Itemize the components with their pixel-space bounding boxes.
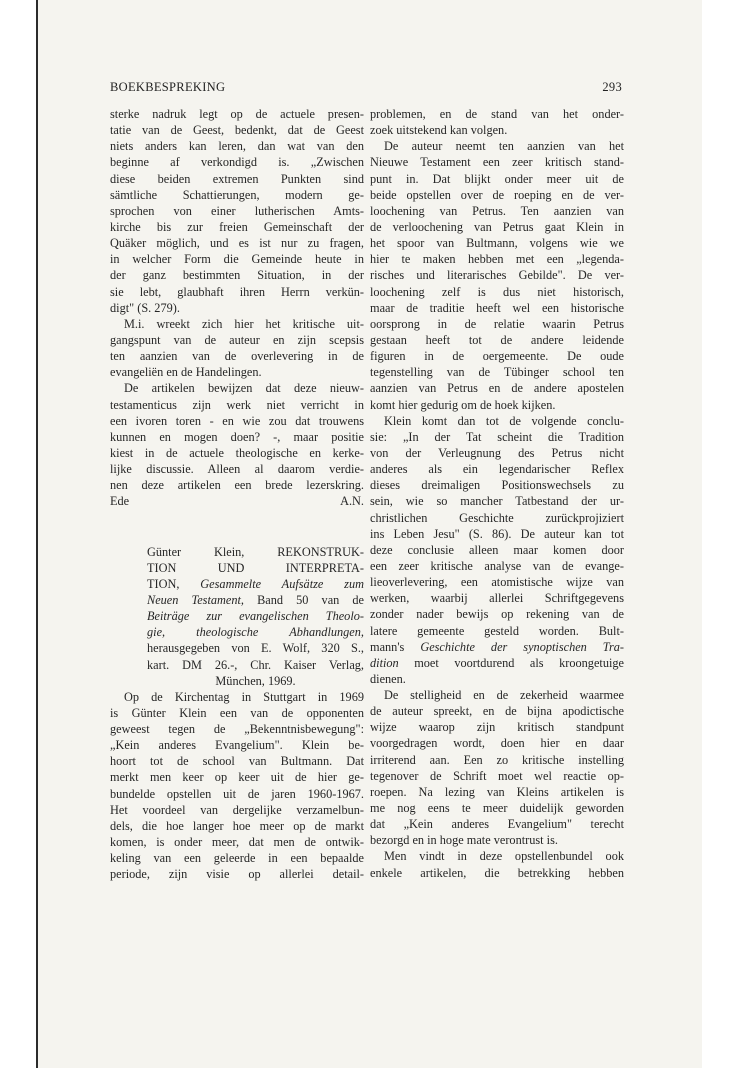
- text-line: een zeer kritische analyse van de evange-: [370, 558, 624, 573]
- text-line: Quäker möglich, und es ist nur zu fragen,: [110, 236, 364, 251]
- text-line: niets anders kan leren, dan wat van den: [110, 139, 364, 154]
- ref-line: [147, 608, 364, 624]
- ref-line: [147, 624, 364, 640]
- paragraph: [370, 106, 624, 138]
- text-line: De stelligheid en de zekerheid waarmee: [384, 688, 624, 703]
- text-line: periode, zijn visie op allerlei detail-: [110, 867, 364, 882]
- ref-series: Beiträge zur evangelischen Theolo-: [147, 609, 364, 624]
- text-line: gestaan heeft tot de andere leidende: [370, 332, 624, 347]
- text-line: deze conclusie alleen maar komen door: [370, 542, 624, 557]
- text-line: de verloochening van Petrus gaat Klein in: [370, 219, 624, 234]
- text-line: bundelde opstellen uit de jaren 1960-1967.: [110, 786, 364, 801]
- paragraph: [110, 689, 364, 883]
- paragraph: [110, 316, 364, 381]
- text-line: hier te maken hebben met een „legenda-: [370, 252, 624, 267]
- ref-subtitle: Gesammelte Aufsätze zum: [200, 576, 364, 591]
- text-line: christlichen Geschichte zurückprojiziert: [370, 510, 624, 525]
- text-line: zoek uitstekend kan volgen.: [370, 123, 508, 138]
- text-line: dels, die hoe langer hoe meer op de markt: [110, 818, 364, 833]
- ref-title: REKONSTRUK-: [277, 544, 364, 559]
- text-line: hoort tot de school van Bultmann. Dat: [110, 754, 364, 769]
- ref-author: Günter Klein,: [147, 544, 245, 559]
- text-fragment: moet voortdurend als kroongetuige: [414, 655, 624, 670]
- signature-initials: A.N.: [340, 494, 364, 509]
- text-line: in welcher Form die Gemeinde heute in: [110, 252, 364, 267]
- text-line: problemen, en de stand van het onder-: [370, 107, 624, 121]
- paragraph: [370, 848, 624, 880]
- text-line: komen, is onder meer, dat men de ontwik-: [110, 835, 364, 850]
- text-line: werken, waarbij allerlei Schriftgegevens: [370, 591, 624, 606]
- ref-line: München, 1969.: [215, 673, 296, 688]
- text-line: Op de Kirchentag in Stuttgart in 1969: [124, 689, 364, 704]
- ref-series: gie, theologische Abhandlungen,: [147, 625, 364, 640]
- text-line: „Kein anderes Evangelium". Klein be-: [110, 738, 364, 753]
- text-line: sie: „In der Tat scheint die Tradition: [370, 429, 624, 444]
- text-line: evangeliën en de Handelingen.: [110, 365, 262, 380]
- text-line: dat „Kein anderes Evangelium" terecht: [370, 817, 624, 832]
- paragraph: [110, 106, 364, 316]
- text-line: zonder nader bewijs op rekening van de: [370, 607, 624, 622]
- text-line: enkele artikelen, die betrekking hebben: [370, 865, 624, 880]
- book-reference: [110, 544, 364, 689]
- review-signature: [110, 493, 364, 509]
- text-line: lijke discussie. Alleen al daarom verdie-: [110, 462, 364, 477]
- running-header: [110, 80, 622, 95]
- text-line: tatie van de Geest, bedenkt, dat de Geest: [110, 123, 364, 138]
- paragraph: [370, 687, 624, 848]
- text-line: irriterend aan. Een zo kritische instelling: [370, 752, 624, 767]
- text-line: kiest in de actuele theologische en kerke-: [110, 445, 364, 460]
- text-line: een ivoren toren - en wie zou dat trouwens: [110, 413, 364, 428]
- text-line: loochening zelf is dus niet historisch,: [370, 284, 624, 299]
- text-line: Klein komt dan tot de volgende conclu-: [384, 413, 624, 428]
- text-line: testamenticus zijn werk niet verricht in: [110, 397, 364, 412]
- text-line: sterke nadruk legt op de actuele presen-: [110, 107, 364, 121]
- text-line: risches und literarisches Gebilde". De ver-: [370, 268, 624, 283]
- text-line: von der Verleugnung des Petrus nicht: [370, 445, 624, 460]
- text-line: ten aanzien van de overlevering in de: [110, 349, 364, 364]
- text-line: [370, 639, 624, 655]
- page-edge-line: [36, 0, 38, 1068]
- text-line: gangspunt van de auteur en zijn scepsis: [110, 332, 364, 347]
- page-number: 293: [602, 80, 622, 94]
- text-line: het spoor van Bultmann, volgens wie we: [370, 236, 624, 251]
- text-line: tegenover de Schrift moet wel reactie op-: [370, 768, 624, 783]
- paragraph: [110, 380, 364, 493]
- text-line: sprochen von einer lutherischen Amts-: [110, 203, 364, 218]
- ref-band: Band 50 van de: [257, 592, 364, 607]
- text-line: Men vindt in deze opstellenbundel ook: [384, 849, 624, 864]
- text-line: De artikelen bewijzen dat deze nieuw-: [124, 381, 364, 396]
- text-line: sein, wie so mancher Tatbestand der ur-: [370, 494, 624, 509]
- text-line: merkt men keer op keer uit de hier ge-: [110, 770, 364, 785]
- ref-title: TION,: [147, 576, 180, 591]
- text-line: latere gemeente gesteld worden. Bult-: [370, 623, 624, 638]
- ref-line: kart. DM 26.-, Chr. Kaiser Verlag,: [147, 657, 364, 672]
- text-line: anderes als ein legendarischer Reflex: [370, 462, 624, 477]
- text-line: ins Leben Jesu" (S. 86). De auteur kan tot: [370, 526, 624, 541]
- text-line: Het voordeel van dergelijke verzamelbun-: [110, 802, 364, 817]
- text-line: roepen. Na lezing van Kleins artikelen is: [370, 784, 624, 799]
- text-line: M.i. wreekt zich hier het kritische uit-: [124, 316, 364, 331]
- ref-line: herausgegeben von E. Wolf, 320 S.,: [147, 641, 364, 656]
- text-line: de auteur spreekt, en de bijna apodictische: [370, 704, 624, 719]
- ref-subtitle: Neuen Testament,: [147, 592, 245, 607]
- text-line: bezorgd en in hoge mate verontrust is.: [370, 833, 558, 848]
- running-title: BOEKBESPREKING: [110, 80, 226, 94]
- text-line: geweest tegen de „Bekenntnisbewegung":: [110, 722, 364, 737]
- text-line: wijze waarop zijn kritisch standpunt: [370, 720, 624, 735]
- text-line: punt in. Dat blijkt onder meer uit de: [370, 171, 624, 186]
- text-line: me nog eens te meer duidelijk geworden: [370, 801, 624, 816]
- text-line: maar de traditie heeft wel een historische: [370, 300, 624, 315]
- text-line: sie lebt, glaubhaft ihren Herrn verkün-: [110, 284, 364, 299]
- text-fragment: mann's: [370, 639, 405, 654]
- text-line: is Günter Klein een van de opponenten: [110, 705, 364, 720]
- cited-work-title: Geschichte der synoptischen Tra-: [420, 639, 624, 654]
- text-line: lieoverlevering, een atomistische wijze van: [370, 575, 624, 590]
- text-line: Nieuwe Testament een zeer kritisch stand-: [370, 155, 624, 170]
- text-line: kirche bis zur freien Gemeinschaft der: [110, 219, 364, 234]
- text-line: dienen.: [370, 671, 406, 686]
- text-line: kunnen en mogen doen? -, maar positie: [110, 429, 364, 444]
- signature-place: Ede: [110, 494, 130, 509]
- paragraph: [370, 138, 624, 412]
- text-line: digt" (S. 279).: [110, 300, 180, 315]
- paragraph: [370, 413, 624, 687]
- ref-line: [147, 576, 364, 592]
- text-line: nen deze artikelen een brede lezerskring.: [110, 478, 364, 493]
- text-line: aanzien van Petrus en de andere apostelen: [370, 381, 624, 396]
- text-line: beide opstellen over de roeping en de ver-: [370, 187, 624, 202]
- text-line: oorsprong in de relatie waarin Petrus: [370, 316, 624, 331]
- text-line: tegenstelling van de Tübinger school ten: [370, 365, 624, 380]
- text-line: [370, 655, 624, 671]
- text-line: loochening van Petrus. Ten aanzien van: [370, 203, 624, 218]
- text-line: diese beiden extremen Punkten sind: [110, 171, 364, 186]
- text-line: beginne af verkondigd is. „Zwischen: [110, 155, 364, 170]
- text-line: dieses dreimaligen Positionswechsels zu: [370, 478, 624, 493]
- left-column: [110, 106, 364, 882]
- text-line: keling van een geleerde in een bepaalde: [110, 851, 364, 866]
- ref-line: [147, 544, 364, 560]
- ref-line: [147, 592, 364, 608]
- text-line: voorgedragen wordt, doen hier en daar: [370, 736, 624, 751]
- text-line: der ganz bestimmten Situation, in der: [110, 268, 364, 283]
- text-line: sämtliche Schattierungen, modern ge-: [110, 187, 364, 202]
- text-line: figuren in de oergemeente. De oude: [370, 349, 624, 364]
- cited-work-title: dition: [370, 655, 399, 670]
- text-line: komt hier gedurig om de hoek kijken.: [370, 397, 556, 412]
- text-line: De auteur neemt ten aanzien van het: [384, 139, 624, 154]
- right-column: [370, 106, 624, 881]
- ref-line: TION UND INTERPRETA-: [147, 560, 364, 575]
